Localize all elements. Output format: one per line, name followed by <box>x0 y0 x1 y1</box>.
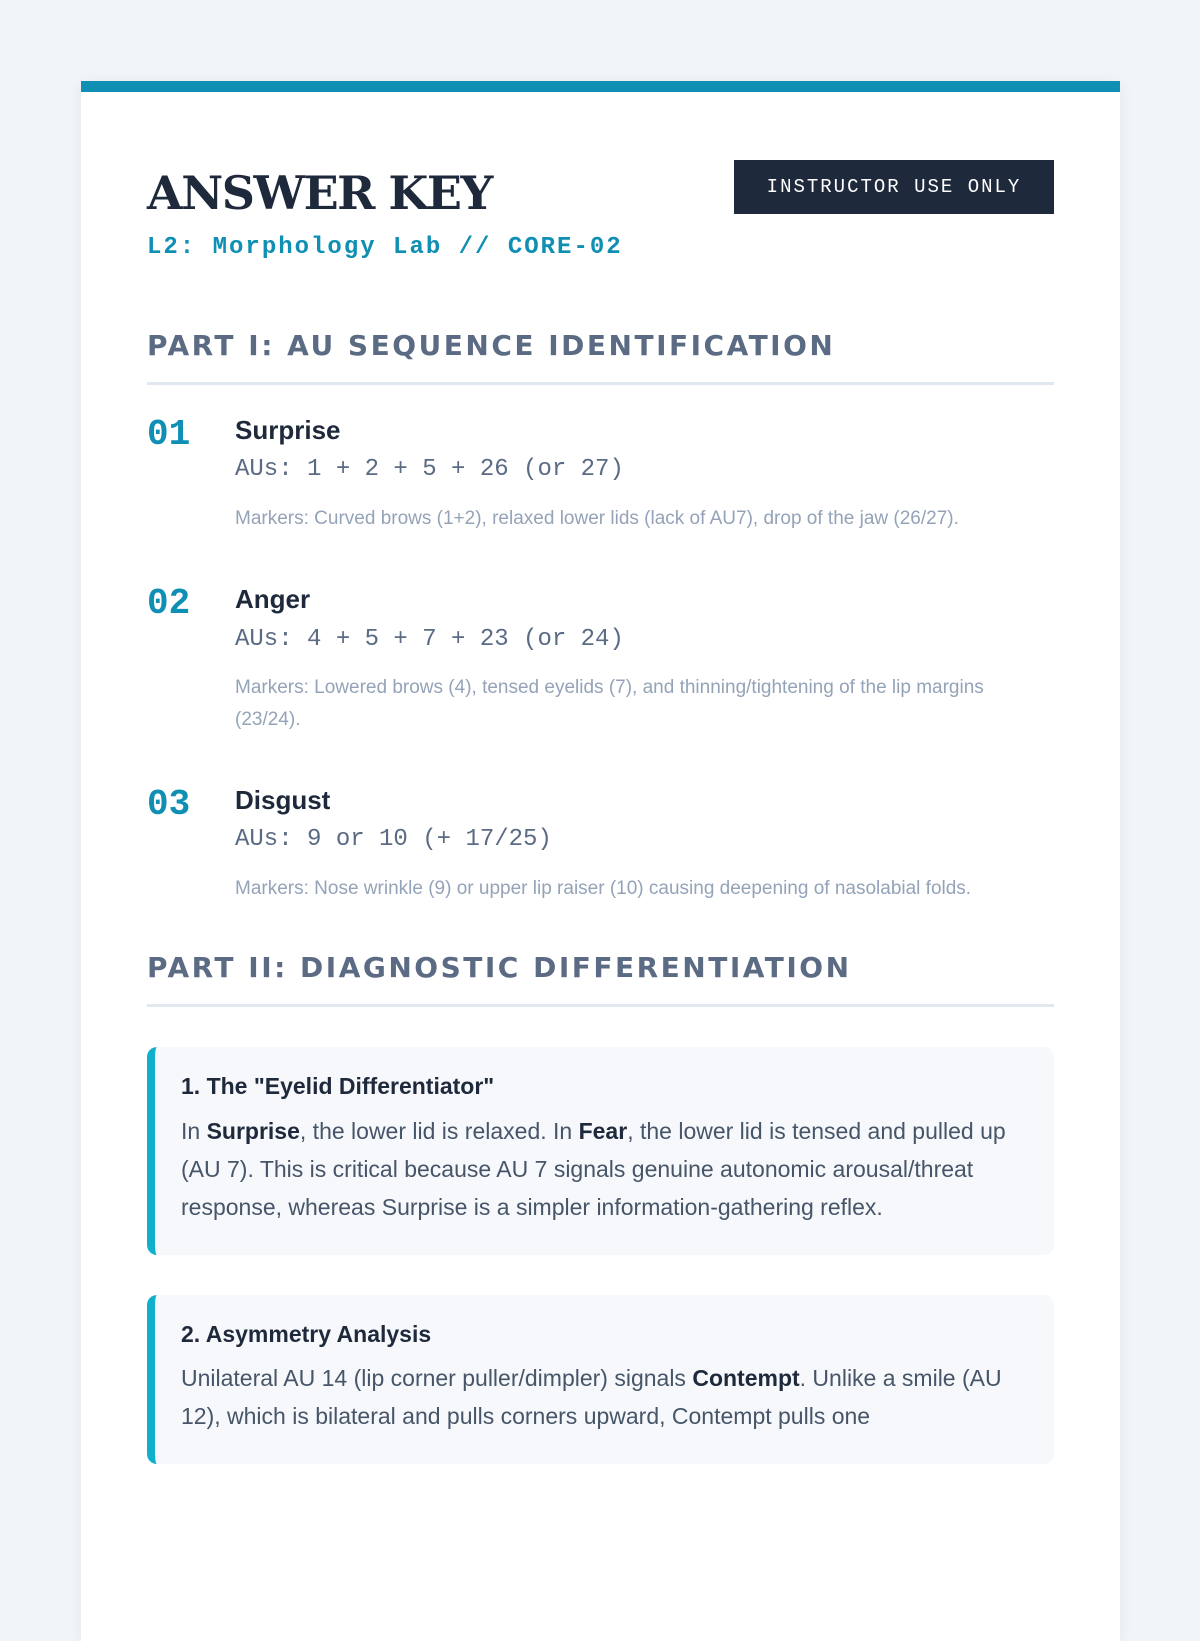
diagnostic-cards <box>147 1007 1054 1464</box>
card-body <box>181 1360 1024 1436</box>
header <box>147 92 1054 332</box>
item-aus: AUs: 4 + 5 + 7 + 23 (or 24) <box>235 625 624 653</box>
card-title: 1. The "Eyelid Differentiator" <box>181 1073 495 1100</box>
diagnostic-card <box>147 1047 1054 1254</box>
au-items-list <box>147 385 1054 904</box>
item-number: 03 <box>147 784 191 825</box>
emphasis-term: Fear <box>578 1117 628 1144</box>
part-2-title: PART II: DIAGNOSTIC DIFFERENTIATION <box>147 954 1054 1007</box>
list-item <box>147 584 1054 735</box>
item-number: 02 <box>147 583 191 625</box>
part-2-section <box>147 951 1054 1464</box>
item-markers: Markers: Nose wrinkle (9) or upper lip raiser (10) causing deepening of nasolabial folds. <box>235 877 972 899</box>
item-aus: AUs: 9 or 10 (+ 17/25) <box>235 826 552 854</box>
emphasis-term: Contempt <box>692 1365 800 1392</box>
emphasis-term: Surprise <box>206 1117 300 1144</box>
card-title: 2. Asymmetry Analysis <box>181 1320 432 1347</box>
part-1-title: PART I: AU SEQUENCE IDENTIFICATION <box>147 332 1054 385</box>
item-emotion: Anger <box>235 584 311 615</box>
body-text: In <box>181 1117 207 1144</box>
page-title: ANSWER KEY <box>147 166 492 220</box>
body-text: . Unlike a smile (AU 12), which is bilateral and pulls corners upward, Contempt pulls one <box>181 1365 1002 1430</box>
instructor-badge: INSTRUCTOR USE ONLY <box>734 160 1054 214</box>
body-text: , the lower lid is tensed and pulled up (AU 7). This is critical because AU 7 signals genuine autonomic arousal/threat response, whereas Surprise is a simpler information-gathering reflex. <box>181 1117 1006 1220</box>
diagnostic-card <box>147 1295 1054 1464</box>
list-item <box>147 785 1054 904</box>
item-markers: Markers: Curved brows (1+2), relaxed lower lids (lack of AU7), drop of the jaw (26/27). <box>235 507 959 529</box>
item-emotion: Disgust <box>235 785 331 815</box>
answer-key-sheet <box>81 81 1120 1641</box>
body-text: Unilateral AU 14 (lip corner puller/dimpler) signals <box>181 1365 693 1392</box>
page-subtitle: L2: Morphology Lab // CORE-02 <box>147 234 623 261</box>
list-item <box>147 415 1054 534</box>
item-emotion: Surprise <box>235 415 341 445</box>
item-aus: AUs: 1 + 2 + 5 + 26 (or 27) <box>235 456 624 484</box>
part-1-section <box>147 329 1054 904</box>
item-markers: Markers: Lowered brows (4), tensed eyelids (7), and thinning/tightening of the lip margins (23/24). <box>235 677 984 730</box>
item-number: 01 <box>147 414 191 455</box>
card-body <box>181 1113 1024 1227</box>
body-text: , the lower lid is relaxed. In <box>299 1117 579 1144</box>
